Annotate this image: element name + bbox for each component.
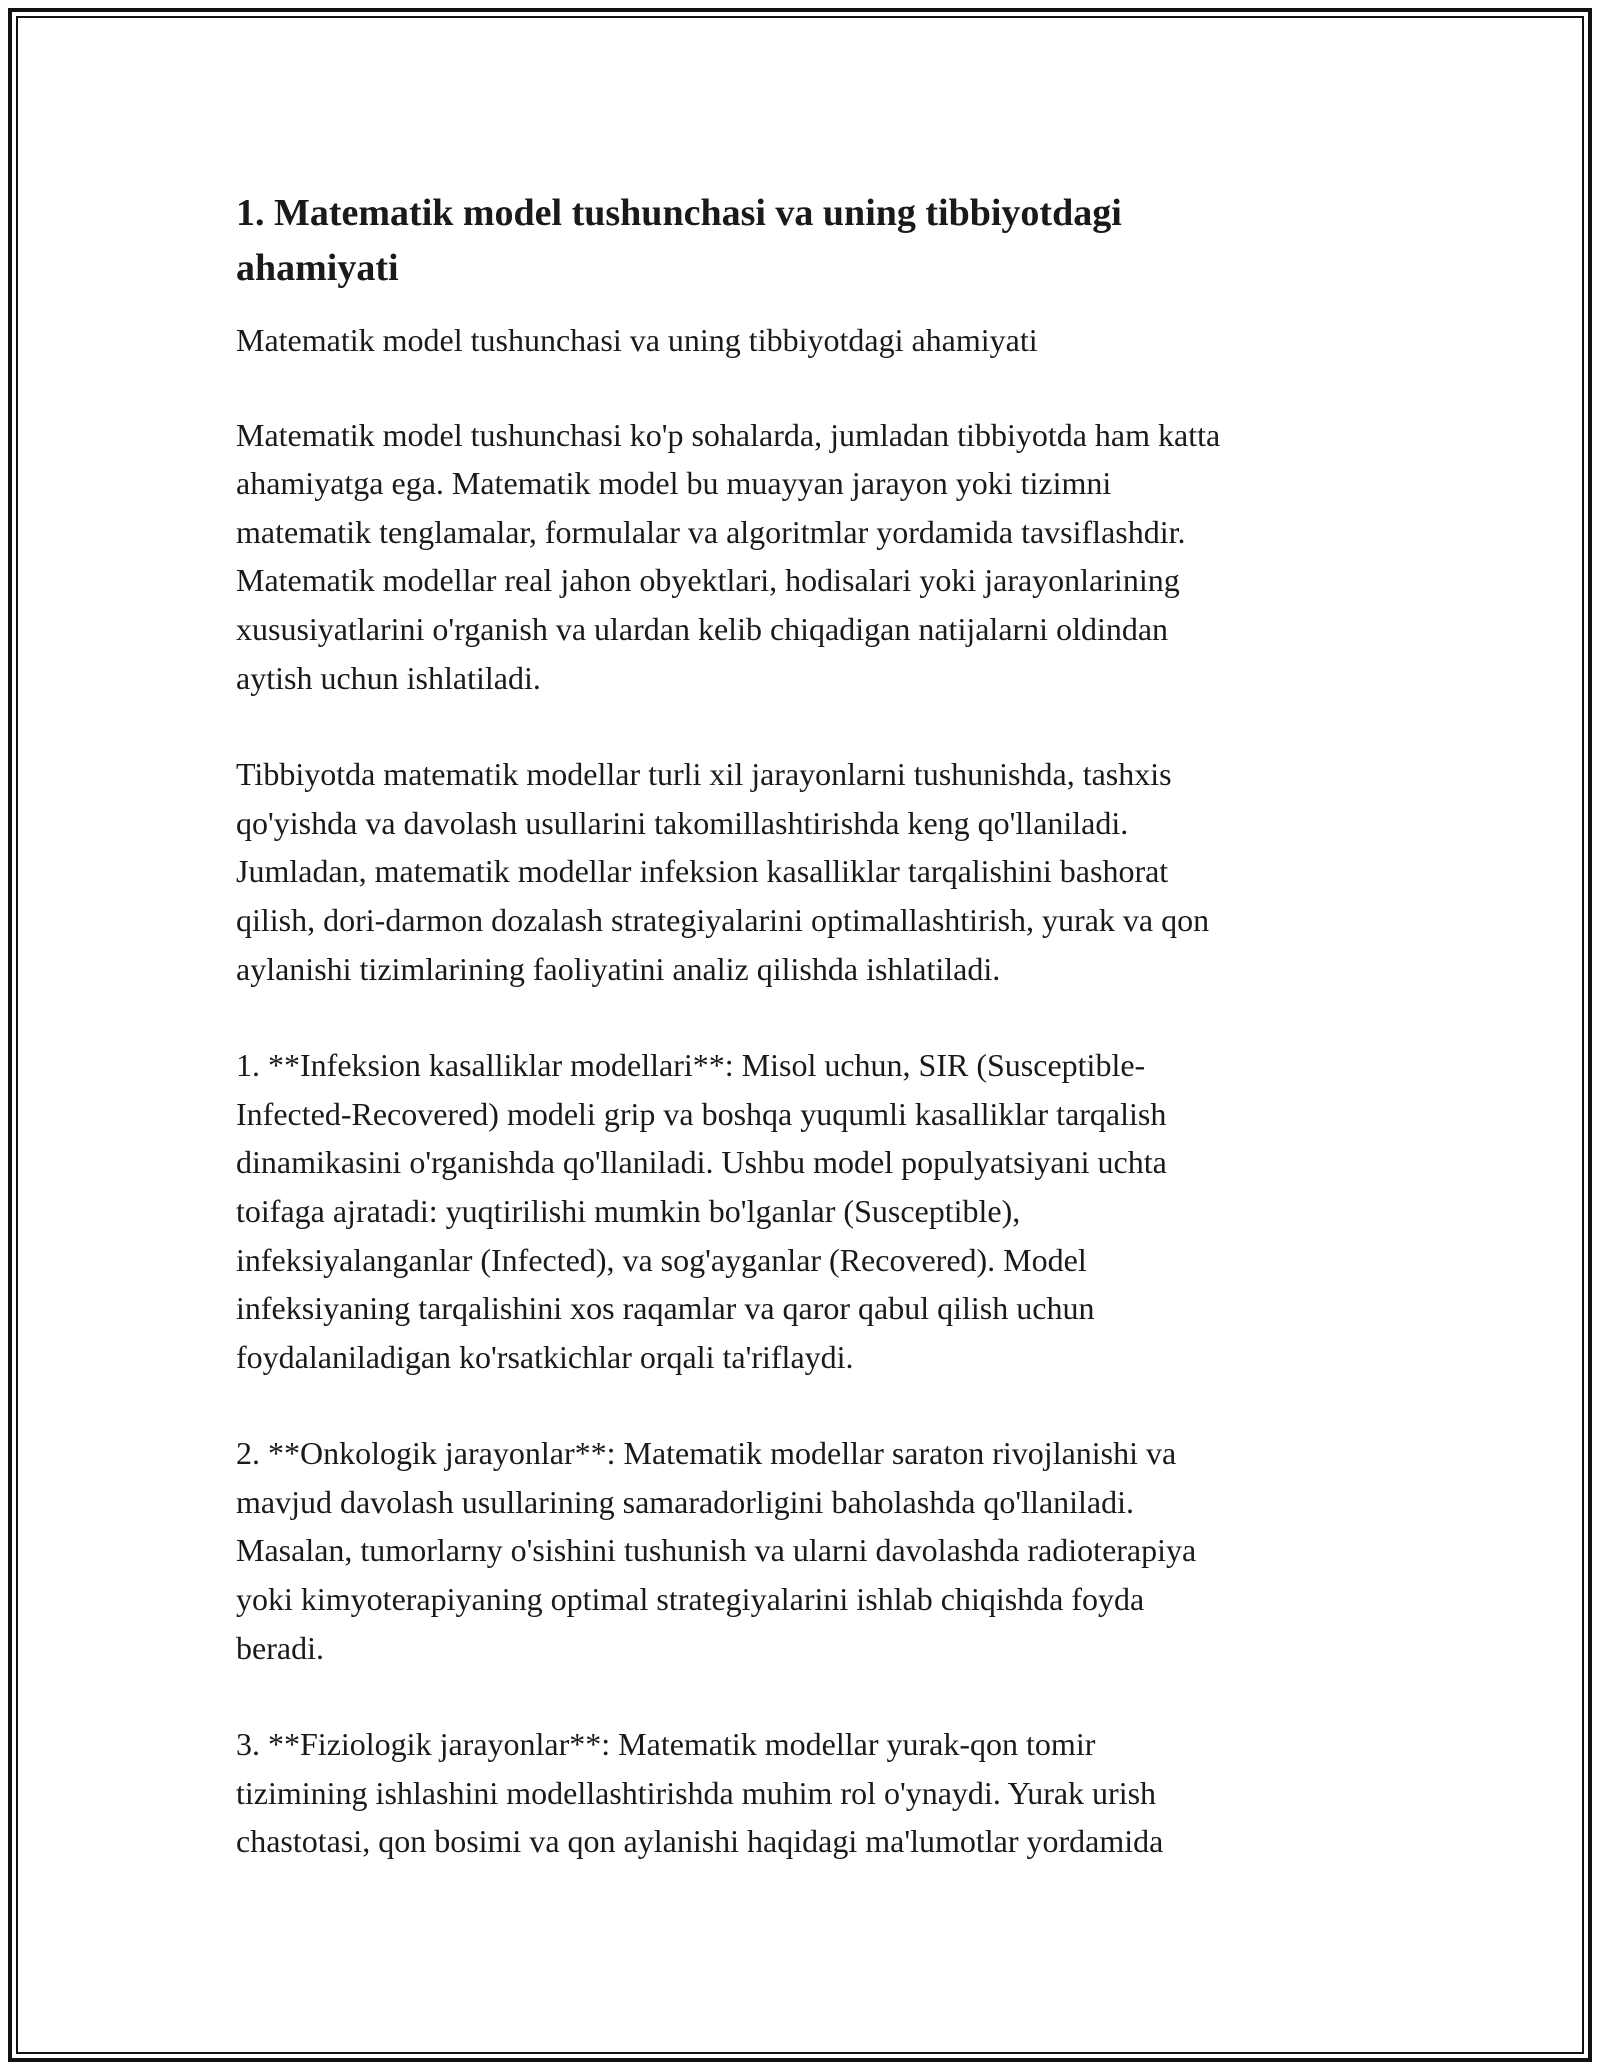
- paragraph-item-1: [236, 1041, 1376, 1381]
- paragraph-intro: [236, 411, 1376, 703]
- document-subtitle: [236, 316, 1376, 365]
- document-body: [236, 186, 1376, 1914]
- text-line: Masalan, tumorlarny o'sishini tushunish va ularni davolashda radioterapiya: [236, 1532, 1197, 1569]
- text-line: Infected-Recovered) modeli grip va boshqa yuqumli kasalliklar tarqalish: [236, 1095, 1167, 1132]
- text-line: mavjud davolash usullarining samaradorligini baholashda qo'llaniladi.: [236, 1483, 1135, 1520]
- text-line: foydalaniladigan ko'rsatkichlar orqali ta'riflaydi.: [236, 1338, 854, 1375]
- text-line: tizimining ishlashini modellashtirishda muhim rol o'ynaydi. Yurak urish: [236, 1774, 1157, 1811]
- text-line: toifaga ajratadi: yuqtirilishi mumkin bo'lganlar (Susceptible),: [236, 1192, 1021, 1229]
- text-line: xususiyatlarini o'rganish va ulardan kelib chiqadigan natijalarni oldindan: [236, 610, 1169, 647]
- paragraph-item-3: [236, 1720, 1376, 1866]
- text-line: Matematik model tushunchasi ko'p sohalarda, jumladan tibbiyotda ham katta: [236, 416, 1221, 453]
- text-line: dinamikasini o'rganishda qo'llaniladi. Ushbu model populyatsiyani uchta: [236, 1144, 1167, 1181]
- paragraph-item-2: [236, 1429, 1376, 1672]
- text-line: Jumladan, matematik modellar infeksion kasalliklar tarqalishini bashorat: [236, 853, 1169, 890]
- text-line: beradi.: [236, 1629, 324, 1666]
- text-line: infeksiyalanganlar (Infected), va sog'ayganlar (Recovered). Model: [236, 1241, 1087, 1278]
- text-line: chastotasi, qon bosimi va qon aylanishi haqidagi ma'lumotlar yordamida: [236, 1823, 1164, 1860]
- text-line: yoki kimyoterapiyaning optimal strategiyalarini ishlab chiqishda foyda: [236, 1581, 1145, 1618]
- paragraph-medicine: [236, 750, 1376, 993]
- text-line: Tibbiyotda matematik modellar turli xil jarayonlarni tushunishda, tashxis: [236, 756, 1172, 793]
- page-title: [236, 186, 1376, 296]
- title-line: ahamiyati: [236, 247, 399, 289]
- text-line: ahamiyatga ega. Matematik model bu muayyan jarayon yoki tizimni: [236, 465, 1112, 502]
- text-line: qilish, dori-darmon dozalash strategiyalarini optimallashtirish, yurak va qon: [236, 901, 1210, 938]
- text-line: 3. **Fiziologik jarayonlar**: Matematik modellar yurak-qon tomir: [236, 1726, 1096, 1763]
- title-line: 1. Matematik model tushunchasi va uning tibbiyotdagi: [236, 192, 1122, 234]
- text-line: qo'yishda va davolash usullarini takomillashtirishda keng qo'llaniladi.: [236, 804, 1129, 841]
- text-line: aytish uchun ishlatiladi.: [236, 659, 541, 696]
- text-line: infeksiyaning tarqalishini xos raqamlar va qaror qabul qilish uchun: [236, 1290, 1095, 1327]
- text-line: 2. **Onkologik jarayonlar**: Matematik modellar saraton rivojlanishi va: [236, 1435, 1177, 1472]
- text-line: matematik tenglamalar, formulalar va algoritmlar yordamida tavsiflashdir.: [236, 513, 1186, 550]
- text-line: 1. **Infeksion kasalliklar modellari**: Misol uchun, SIR (Susceptible-: [236, 1047, 1146, 1084]
- subtitle-line: Matematik model tushunchasi va uning tibbiyotdagi ahamiyati: [236, 322, 1038, 358]
- text-line: aylanishi tizimlarining faoliyatini analiz qilishda ishlatiladi.: [236, 950, 1001, 987]
- text-line: Matematik modellar real jahon obyektlari, hodisalari yoki jarayonlarining: [236, 562, 1180, 599]
